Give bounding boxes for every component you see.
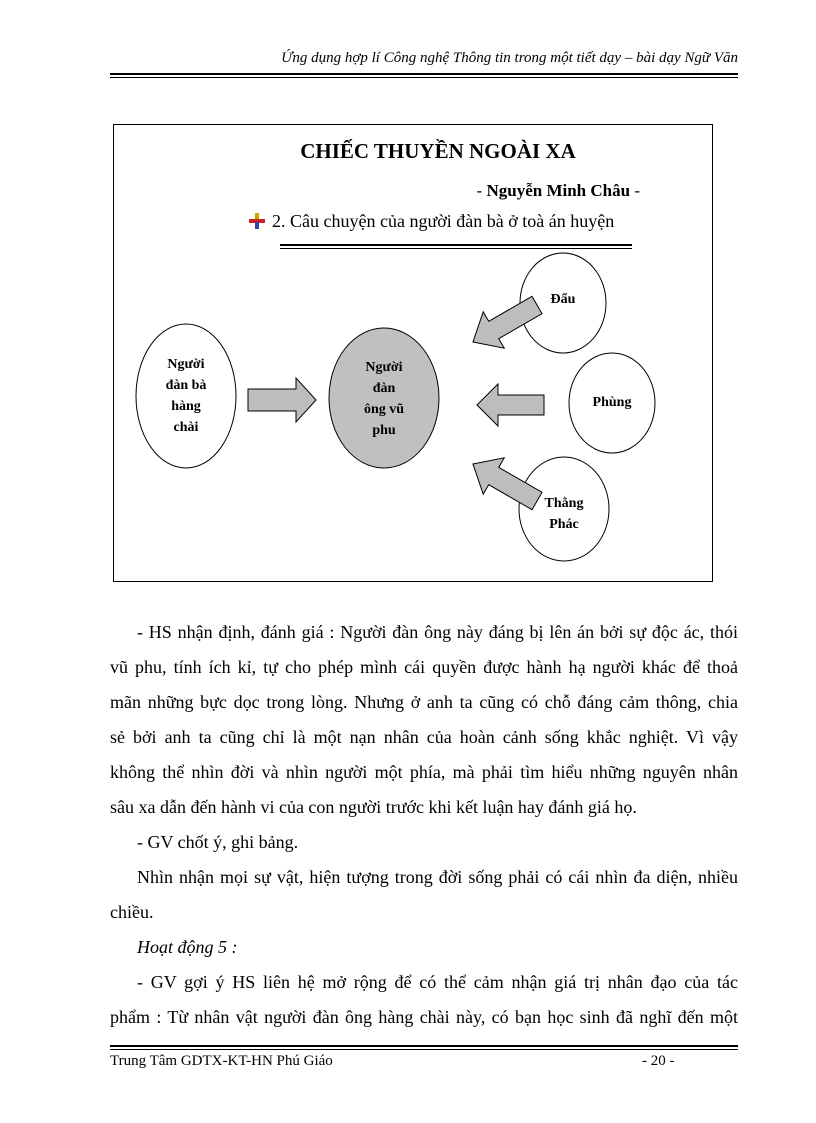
body-line: - GV gợi ý HS liên hệ mở rộng để có thể cảm nhận giá trị nhân đạo của tác [137, 972, 738, 992]
running-header: Ứng dụng hợp lí Công nghệ Thông tin trong một tiết dạy – bài dạy Ngữ Văn [281, 50, 738, 66]
body-line: sẻ bởi anh ta cũng chỉ là một nạn nhân của hoàn cảnh sống khắc nghiệt. Vì vậy [110, 727, 738, 747]
body-line: không thể nhìn đời và nhìn người một phía, mà phải tìm hiểu những nguyên nhân [110, 762, 738, 782]
body-line: phẩm : Từ nhân vật người đàn ông hàng chài này, có bạn học sinh đã nghĩ đến một [110, 1007, 738, 1027]
node-mid-label [569, 392, 655, 413]
node-center-line: phu [372, 423, 396, 438]
node-mid-line: Phùng [592, 395, 632, 410]
relationship-diagram [114, 125, 712, 581]
slide-figure [113, 124, 713, 582]
node-center-line: Người [365, 360, 403, 375]
author-name: Nguyễn Minh Châu [486, 181, 631, 200]
node-top-label [520, 289, 606, 310]
body-line: mãn những bực dọc trong lòng. Nhưng ở anh ta cũng có chỗ đáng cảm thông, chia [110, 692, 738, 712]
footer-rule-thin [110, 1049, 738, 1050]
footer-school: Trung Tâm GDTX-KT-HN Phú Giáo [110, 1053, 333, 1069]
body-line: - HS nhận định, đánh giá : Người đàn ông này đáng bị lên án bởi sự độc ác, thói [137, 622, 738, 642]
node-left-line: chài [173, 420, 199, 435]
footer-rule-thick [110, 1045, 738, 1047]
header-rule-thin [110, 77, 738, 78]
node-left-line: hàng [171, 399, 201, 414]
node-bottom-line: Thằng [544, 496, 584, 511]
slide-title: CHIẾC THUYỀN NGOÀI XA [300, 139, 576, 163]
node-left-label [136, 354, 236, 438]
arrow-left-to-center [248, 378, 316, 422]
body-line: sâu xa dẫn đến hành vi của con người trước khi kết luận hay đánh giá họ. [110, 797, 637, 817]
body-line: Nhìn nhận mọi sự vật, hiện tượng trong đời sống phải có cái nhìn đa diện, nhiều [137, 867, 738, 887]
page-number: - 20 - [642, 1053, 675, 1069]
author-dash-right: - [630, 181, 640, 200]
header-rule-thick [110, 73, 738, 75]
body-line: vũ phu, tính ích kỉ, tự cho phép mình cái quyền được hành hạ người khác để thoả [110, 657, 738, 677]
node-center-label [329, 357, 439, 441]
node-top-line: Đẩu [550, 292, 576, 307]
node-center-line: ông vũ [363, 402, 405, 417]
body-line: - GV chốt ý, ghi bảng. [137, 832, 299, 852]
node-bottom-line: Phác [549, 517, 579, 532]
author-dash-left: - [476, 181, 487, 200]
node-bottom-label [519, 493, 609, 535]
node-left-line: đàn bà [165, 378, 207, 393]
node-left-line: Người [167, 357, 205, 372]
body-line: chiều. [110, 902, 154, 922]
activity-heading: Hoạt động 5 : [137, 937, 238, 957]
node-center-line: đàn [372, 381, 396, 396]
arrow-mid-to-center [477, 384, 544, 426]
slide-subtitle: 2. Câu chuyện của người đàn bà ở toà án huyện [272, 211, 615, 231]
